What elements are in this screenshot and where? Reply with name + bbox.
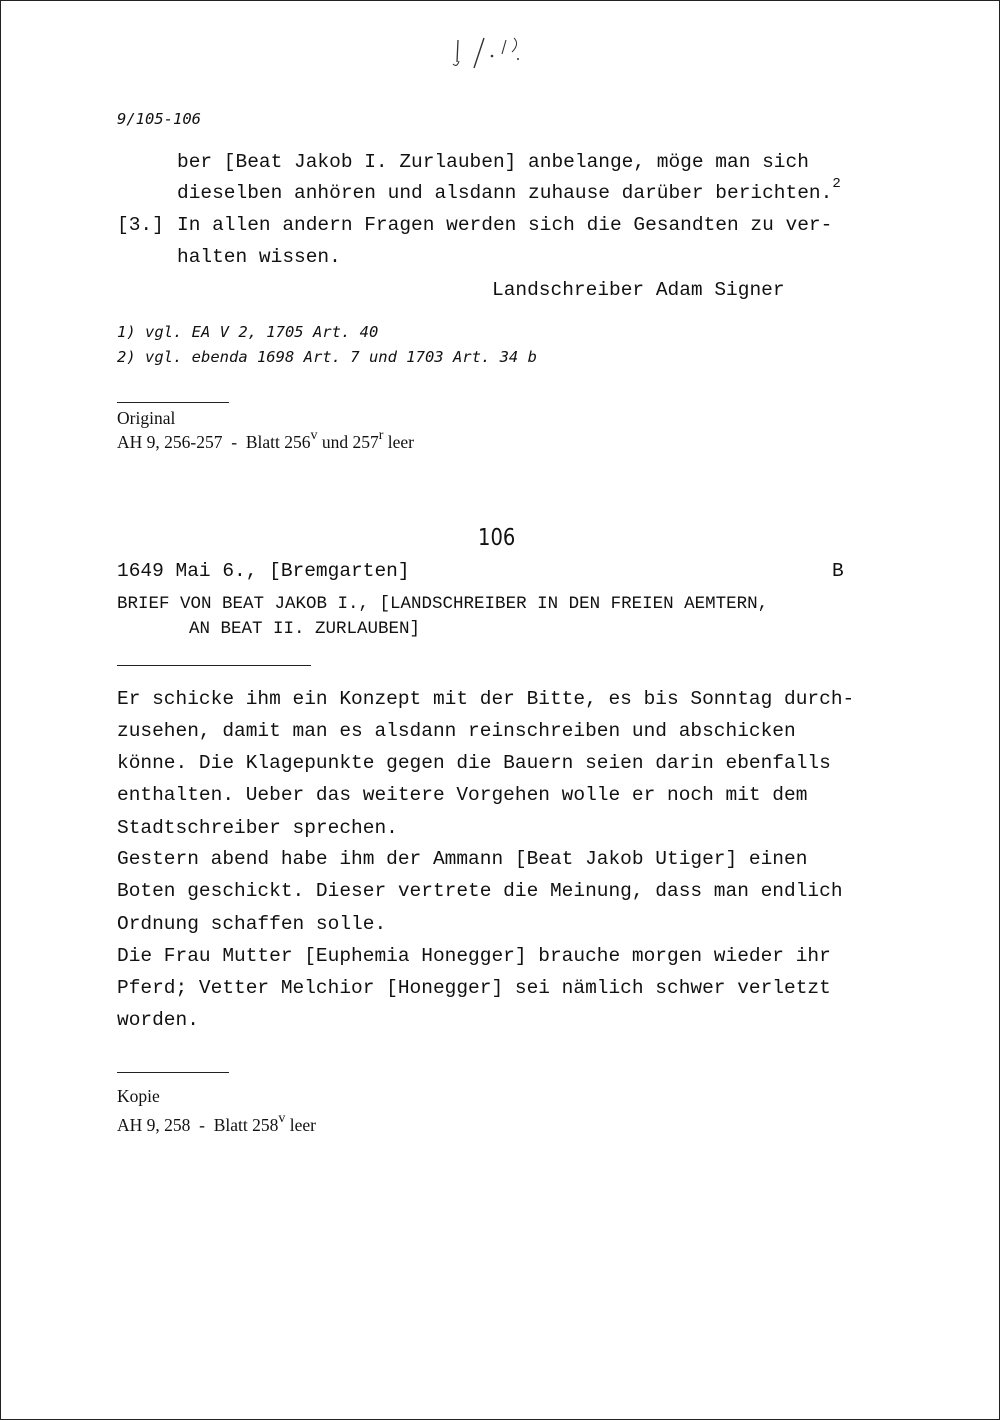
footnote-2: 2) vgl. ebenda 1698 Art. 7 und 1703 Art. 34 b <box>117 348 537 366</box>
handwritten-folio-mark <box>448 34 548 74</box>
body-line-11: worden. <box>117 1009 199 1031</box>
footnote-ref-2: 2 <box>832 176 841 192</box>
body-line-4: enthalten. Ueber das weitere Vorgehen wolle er noch mit dem <box>117 784 808 806</box>
document-number: 106 <box>478 525 516 551</box>
signature: Landschreiber Adam Signer <box>492 279 785 301</box>
body-line-6: Gestern abend habe ihm der Ammann [Beat Jakob Utiger] einen <box>117 848 808 870</box>
doc105-line-1: ber [Beat Jakob I. Zurlauben] anbelange, möge man sich <box>177 151 809 173</box>
source-divider-106 <box>117 1072 229 1073</box>
body-line-8: Ordnung schaffen solle. <box>117 913 387 935</box>
title-line-2: AN BEAT II. ZURLAUBEN] <box>189 619 421 639</box>
page-reference: 9/105-106 <box>117 110 201 128</box>
doc105-line-2: dieselben anhören und alsdann zuhause darüber berichten.$^2$ <box>177 176 841 204</box>
source-label-106: Kopie <box>117 1086 160 1106</box>
source-label-105: Original <box>117 408 176 428</box>
item-3-label: [3.] <box>117 214 164 236</box>
title-divider <box>117 665 311 666</box>
item-3-line-1: In allen andern Fragen werden sich die Gesandten zu ver- <box>177 214 833 236</box>
footnote-1: 1) vgl. EA V 2, 1705 Art. 40 <box>117 323 379 341</box>
body-line-9: Die Frau Mutter [Euphemia Honegger] brauche morgen wieder ihr <box>117 945 831 967</box>
date-place: 1649 Mai 6., [Bremgarten] <box>117 560 410 582</box>
title-line-1: BRIEF VON BEAT JAKOB I., [LANDSCHREIBER IN DEN FREIEN AEMTERN, <box>117 594 769 614</box>
body-line-10: Pferd; Vetter Melchior [Honegger] sei nämlich schwer verletzt <box>117 977 831 999</box>
body-line-1: Er schicke ihm ein Konzept mit der Bitte, es bis Sonntag durch- <box>117 688 855 710</box>
source-line-106: AH 9, 258 - Blatt 258$^v$ leer <box>117 1111 316 1135</box>
body-line-7: Boten geschickt. Dieser vertrete die Meinung, dass man endlich <box>117 880 843 902</box>
source-divider-105 <box>117 402 229 403</box>
body-line-5: Stadtschreiber sprechen. <box>117 817 398 839</box>
body-line-2: zusehen, damit man es alsdann reinschreiben und abschicken <box>117 720 796 742</box>
body-line-3: könne. Die Klagepunkte gegen die Bauern seien darin ebenfalls <box>117 752 831 774</box>
source-line-105: AH 9, 256-257 - Blatt 256$^v$ und 257$^r$ leer <box>117 428 414 452</box>
item-3-line-2: halten wissen. <box>177 246 341 268</box>
document-type: B <box>832 560 844 582</box>
